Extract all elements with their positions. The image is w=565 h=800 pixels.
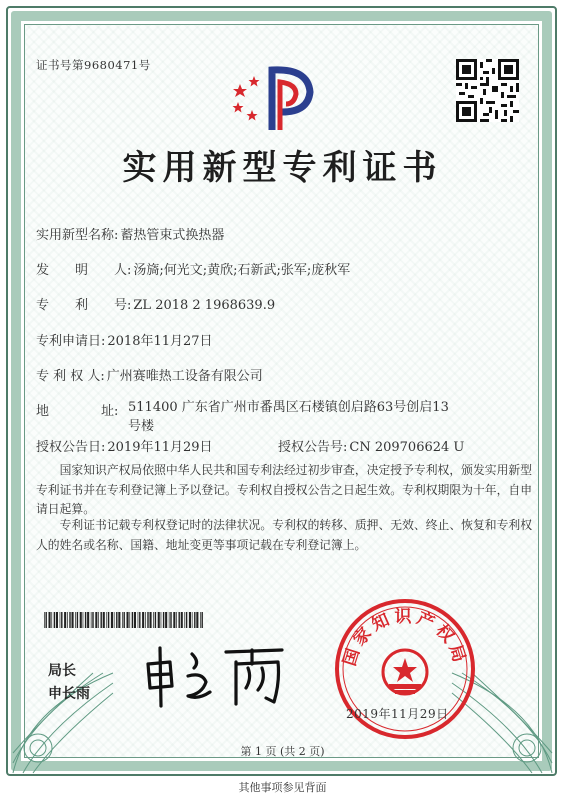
inventor-label: 发 明 人:: [36, 263, 132, 278]
certificate-title: 实用新型专利证书: [122, 148, 443, 188]
page-number: 第 1 页 (共 2 页): [240, 745, 325, 758]
certificate-number: 证书号第9680471号: [36, 58, 151, 72]
grant-number-row: [278, 436, 464, 455]
address-label: 地 址:: [36, 404, 119, 419]
grant-number-label: 授权公告号:: [278, 440, 348, 455]
patent-owner-row: [36, 365, 263, 384]
filing-date-row: [36, 330, 213, 349]
legal-paragraph-1: 国家知识产权局依照中华人民共和国专利法经过初步审查，决定授予专利权，颁发实用新型专利证书并在专利登记簿上予以登记。专利权自授权公告之日起生效。专利权期限为十年，自申请日起算。: [36, 463, 532, 516]
patent-number-row: [36, 294, 275, 313]
patent-office-logo: [228, 60, 328, 134]
qr-code: [456, 59, 519, 122]
director-name: 申长雨: [48, 686, 90, 702]
legal-paragraph-2: 专利证书记载专利权登记时的法律状况。专利权的转移、质押、无效、终止、恢复和专利权人的姓名或名称、国籍、地址变更等事项记载在专利登记簿上。: [36, 518, 532, 552]
grant-date-label: 授权公告日:: [36, 440, 106, 455]
patent-owner-label: 专 利 权 人:: [36, 369, 105, 384]
filing-date-label: 专利申请日:: [36, 334, 106, 349]
grant-date-row: [36, 436, 213, 455]
grant-number-value: CN 209706624 U: [349, 440, 465, 455]
address-value: 511400 广东省广州市番禺区石楼镇创启路63号创启13号楼: [128, 400, 449, 434]
patent-number-value: ZL 2018 2 1968639.9: [133, 298, 276, 313]
director-signature: [140, 642, 290, 712]
grant-date-value: 2019年11月29日: [107, 440, 213, 455]
utility-model-name-row: [36, 224, 224, 243]
seal-text: 国家知识产权局: [339, 607, 471, 669]
patent-number-label: 专 利 号:: [36, 298, 132, 313]
filing-date-value: 2018年11月27日: [107, 334, 213, 349]
inventor-row: [36, 259, 350, 278]
footer-note: 其他事项参见背面: [238, 781, 327, 794]
barcode: [44, 612, 206, 628]
address-row: [36, 400, 118, 419]
seal-date: 2019年11月29日: [346, 707, 449, 721]
utility-model-name-value: 蓄热管束式换热器: [120, 228, 225, 243]
director-title: 局长: [48, 663, 76, 679]
patent-owner-value: 广州赛唯热工设备有限公司: [106, 369, 263, 384]
utility-model-name-label: 实用新型名称:: [36, 228, 119, 243]
inventor-value: 汤旖;何光文;黄欣;石新武;张军;庞秋军: [133, 263, 351, 278]
